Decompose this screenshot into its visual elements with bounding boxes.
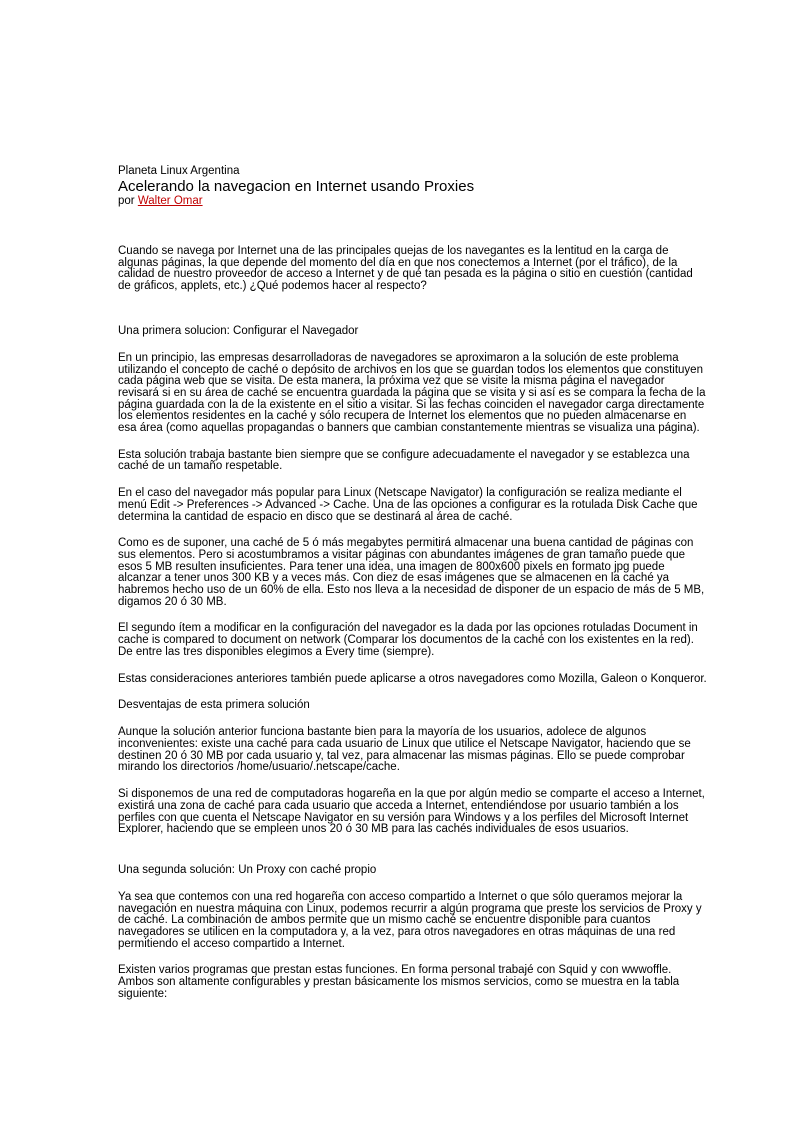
paragraph: Ya sea que contemos con una red hogareña con acceso compartido a Internet o que sólo queramos mejorar la navegación en nuestra máquina con Linux, podemos recurrir a algún programa que preste los servicios de Proxy y de caché. La combinación de ambos permite que un mismo caché se encuentre disponible para cuantos navegadores se utilicen en la computadora y, a la vez, para otros navegadores en otras máquinas de una red permitiendo el acceso compartido a Internet. (118, 890, 702, 950)
paragraph: Como es de suponer, una caché de 5 ó más megabytes permitirá almacenar una buena cantidad de páginas con sus elementos. Pero si acostumbramos a visitar páginas con abundantes imágenes de gran tamaño puede que esos 5 MB resulten insuficientes. Para tener una idea, una imagen de 800x600 pixels en formato jpg puede alcanzar a tener unos 300 KB y a veces más. Con diez de esas imágenes que se almacenen en la caché ya habremos hecho uso de un 60% de ella. Esto nos lleva a la necesidad de disponer de un espacio de más de 5 MB, digamos 20 ó 30 MB. (118, 537, 705, 608)
paragraph: Estas consideraciones anteriores también puede aplicarse a otros navegadores como Mozilla, Galeon o Konqueror. (118, 672, 707, 685)
paragraph: En el caso del navegador más popular para Linux (Netscape Navigator) la configuración se realiza mediante el menú Edit -> Preferences -> Advanced -> Cache. Una de las opciones a configurar es la rotulada Disk Cache que determina la cantidad de espacio en disco que se destinará al área de caché. (118, 487, 698, 523)
section-heading-1: Una primera solucion: Configurar el Navegador (118, 324, 359, 337)
site-name: Planeta Linux Argentina (118, 165, 240, 177)
paragraph: En un principio, las empresas desarrolladoras de navegadores se aproximaron a la solución de este problema utilizando el concepto de caché o depósito de archivos en los que se guardan todos los elementos que constituyen cada página web que se visita. De esta manera, la próxima vez que se visite la misma página el navegador revisará si en su área de caché se encuentra guardada la página que se visita y si así es se compara la fecha de la página guardada con la de la existente en el sitio a visitar. Si las fechas coinciden el navegador carga directamente los elementos residentes en la caché y sólo recupera de Internet los elementos que no pueden almacenarse en esa área (como aquellas propagandas o banners que cambian constantemente mientras se visualiza una página). (118, 351, 706, 435)
paragraph: Si disponemos de una red de computadoras hogareña en la que por algún medio se comparte el acceso a Internet, existirá una zona de caché para cada usuario que acceda a Internet, entendiéndose por usuario también a los perfiles con que cuenta el Netscape Navigator en su versión para Windows y a los perfiles del Microsoft Internet Explorer, haciendo que se empleen unos 20 ó 30 MB para las cachés individuales de esos usuarios. (118, 788, 705, 836)
byline-prefix: por (118, 195, 135, 207)
paragraph: Existen varios programas que prestan estas funciones. En forma personal trabajé con Squid y con wwwoffle. Ambos son altamente configurables y prestan básicamente los mismos servicios, como se muestra en la tabla siguiente: (118, 964, 680, 1000)
article-title: Acelerando la navegacion en Internet usando Proxies (118, 178, 475, 195)
document-page (118, 164, 708, 1001)
author-link[interactable]: Walter Omar (137, 195, 203, 207)
section-heading-3: Una segunda solución: Un Proxy con caché propio (118, 863, 377, 876)
section-heading-2: Desventajas de esta primera solución (118, 699, 310, 712)
paragraph: El segundo ítem a modificar en la configuración del navegador es la dada por las opciones rotuladas Document in cache is compared to document on network (Comparar los documentos de la caché con los existentes en la red). De entre las tres disponibles elegimos a Every time (siempre). (118, 622, 698, 658)
paragraph: Esta solución trabaja bastante bien siempre que se configure adecuadamente el navegador y se establezca una caché de un tamaño respetable. (118, 448, 690, 473)
byline (118, 195, 708, 208)
paragraph: Aunque la solución anterior funciona bastante bien para la mayoría de los usuarios, adolece de algunos inconvenientes: existe una caché para cada usuario de Linux que utilice el Netscape Navigator, haciendo que se destinen 20 ó 30 MB por cada usuario y, tal vez, para almacenar las mismas páginas. Ello se puede comprobar mirando los directorios /home/usuario/.netscape/cache. (118, 726, 691, 774)
intro-paragraph: Cuando se navega por Internet una de las principales quejas de los navegantes es la lentitud en la carga de algunas páginas, la que depende del momento del día en que nos conectemos a Internet (por el tráfico), de la calidad de nuestro proveedor de acceso a Internet y de qué tan pesada es la página o sitio en cuestión (cantidad de gráficos, applets, etc.) ¿Qué podemos hacer al respecto? (118, 245, 693, 293)
